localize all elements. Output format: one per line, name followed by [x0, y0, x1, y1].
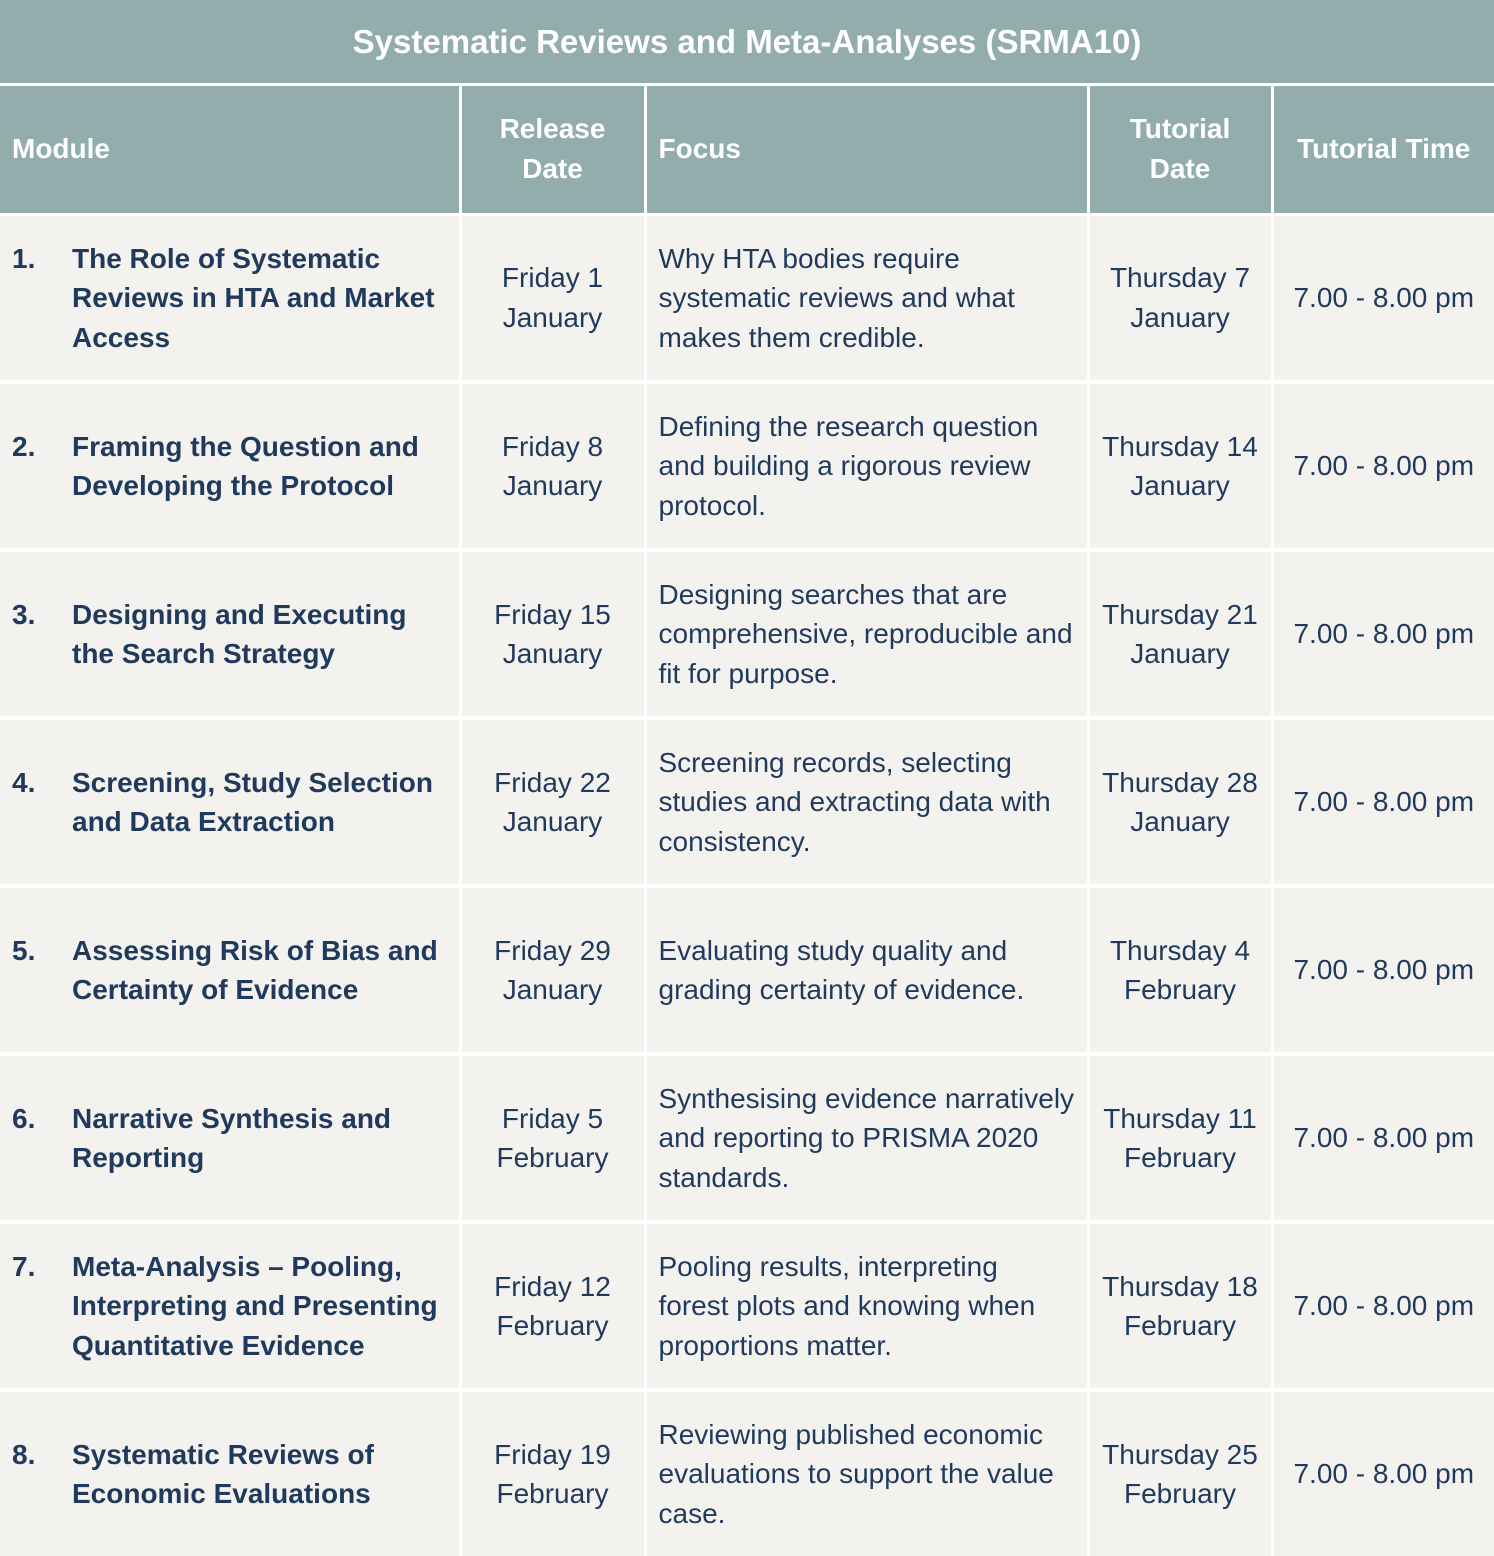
tutorial-time-cell: 7.00 - 8.00 pm [1272, 550, 1494, 718]
header-release-date: Release Date [460, 86, 645, 214]
module-number: 6. [12, 1102, 36, 1134]
module-cell [0, 1054, 460, 1222]
table-row [0, 550, 1494, 718]
module-number: 8. [12, 1438, 36, 1470]
module-title: Systematic Reviews of Economic Evaluations [72, 1438, 374, 1509]
tutorial-time-cell: 7.00 - 8.00 pm [1272, 382, 1494, 550]
module-title: Assessing Risk of Bias and Certainty of Evidence [72, 934, 438, 1005]
module-title: Narrative Synthesis and Reporting [72, 1102, 392, 1173]
tutorial-time-cell: 7.00 - 8.00 pm [1272, 214, 1494, 382]
module-number: 4. [12, 766, 36, 798]
table-row [0, 1390, 1494, 1556]
module-number: 7. [12, 1250, 36, 1282]
module-cell [0, 1222, 460, 1390]
module-title: Framing the Question and Developing the Protocol [72, 430, 419, 501]
schedule-table [0, 86, 1494, 1556]
table-row [0, 886, 1494, 1054]
tutorial-date-cell: Thursday 4 February [1088, 886, 1272, 1054]
focus-cell: Why HTA bodies require systematic reviews and what makes them credible. [645, 214, 1088, 382]
tutorial-date-cell: Thursday 25 February [1088, 1390, 1272, 1556]
module-cell [0, 1390, 460, 1556]
module-title: The Role of Systematic Reviews in HTA and Market Access [72, 242, 435, 353]
tutorial-time-cell: 7.00 - 8.00 pm [1272, 1222, 1494, 1390]
page-title: Systematic Reviews and Meta-Analyses (SRMA10) [0, 0, 1494, 86]
module-cell [0, 214, 460, 382]
module-number: 1. [12, 242, 36, 274]
module-number: 2. [12, 430, 36, 462]
table-row [0, 1222, 1494, 1390]
release-date-cell: Friday 5 February [460, 1054, 645, 1222]
module-title: Designing and Executing the Search Strategy [72, 598, 407, 669]
tutorial-date-cell: Thursday 18 February [1088, 1222, 1272, 1390]
tutorial-time-cell: 7.00 - 8.00 pm [1272, 886, 1494, 1054]
table-row [0, 718, 1494, 886]
focus-cell: Designing searches that are comprehensive, reproducible and fit for purpose. [645, 550, 1088, 718]
module-number: 5. [12, 934, 36, 966]
release-date-cell: Friday 22 January [460, 718, 645, 886]
focus-cell: Evaluating study quality and grading certainty of evidence. [645, 886, 1088, 1054]
tutorial-date-cell: Thursday 11 February [1088, 1054, 1272, 1222]
table-row [0, 382, 1494, 550]
release-date-cell: Friday 15 January [460, 550, 645, 718]
tutorial-date-cell: Thursday 14 January [1088, 382, 1272, 550]
tutorial-time-cell: 7.00 - 8.00 pm [1272, 718, 1494, 886]
header-module: Module [0, 86, 460, 214]
release-date-cell: Friday 12 February [460, 1222, 645, 1390]
focus-cell: Pooling results, interpreting forest plots and knowing when proportions matter. [645, 1222, 1088, 1390]
focus-cell: Synthesising evidence narratively and reporting to PRISMA 2020 standards. [645, 1054, 1088, 1222]
release-date-cell: Friday 8 January [460, 382, 645, 550]
module-cell [0, 382, 460, 550]
table-row [0, 214, 1494, 382]
module-title: Screening, Study Selection and Data Extraction [72, 766, 433, 837]
module-cell [0, 718, 460, 886]
focus-cell: Defining the research question and building a rigorous review protocol. [645, 382, 1088, 550]
module-cell [0, 886, 460, 1054]
release-date-cell: Friday 1 January [460, 214, 645, 382]
module-cell [0, 550, 460, 718]
release-date-cell: Friday 19 February [460, 1390, 645, 1556]
table-row [0, 1054, 1494, 1222]
tutorial-date-cell: Thursday 7 January [1088, 214, 1272, 382]
focus-cell: Reviewing published economic evaluations to support the value case. [645, 1390, 1088, 1556]
module-title: Meta-Analysis – Pooling, Interpreting and Presenting Quantitative Evidence [72, 1250, 438, 1361]
tutorial-time-cell: 7.00 - 8.00 pm [1272, 1054, 1494, 1222]
header-tutorial-date: Tutorial Date [1088, 86, 1272, 214]
header-row [0, 86, 1494, 214]
tutorial-time-cell: 7.00 - 8.00 pm [1272, 1390, 1494, 1556]
module-number: 3. [12, 598, 36, 630]
release-date-cell: Friday 29 January [460, 886, 645, 1054]
focus-cell: Screening records, selecting studies and extracting data with consistency. [645, 718, 1088, 886]
header-tutorial-time: Tutorial Time [1272, 86, 1494, 214]
tutorial-date-cell: Thursday 28 January [1088, 718, 1272, 886]
tutorial-date-cell: Thursday 21 January [1088, 550, 1272, 718]
header-focus: Focus [645, 86, 1088, 214]
